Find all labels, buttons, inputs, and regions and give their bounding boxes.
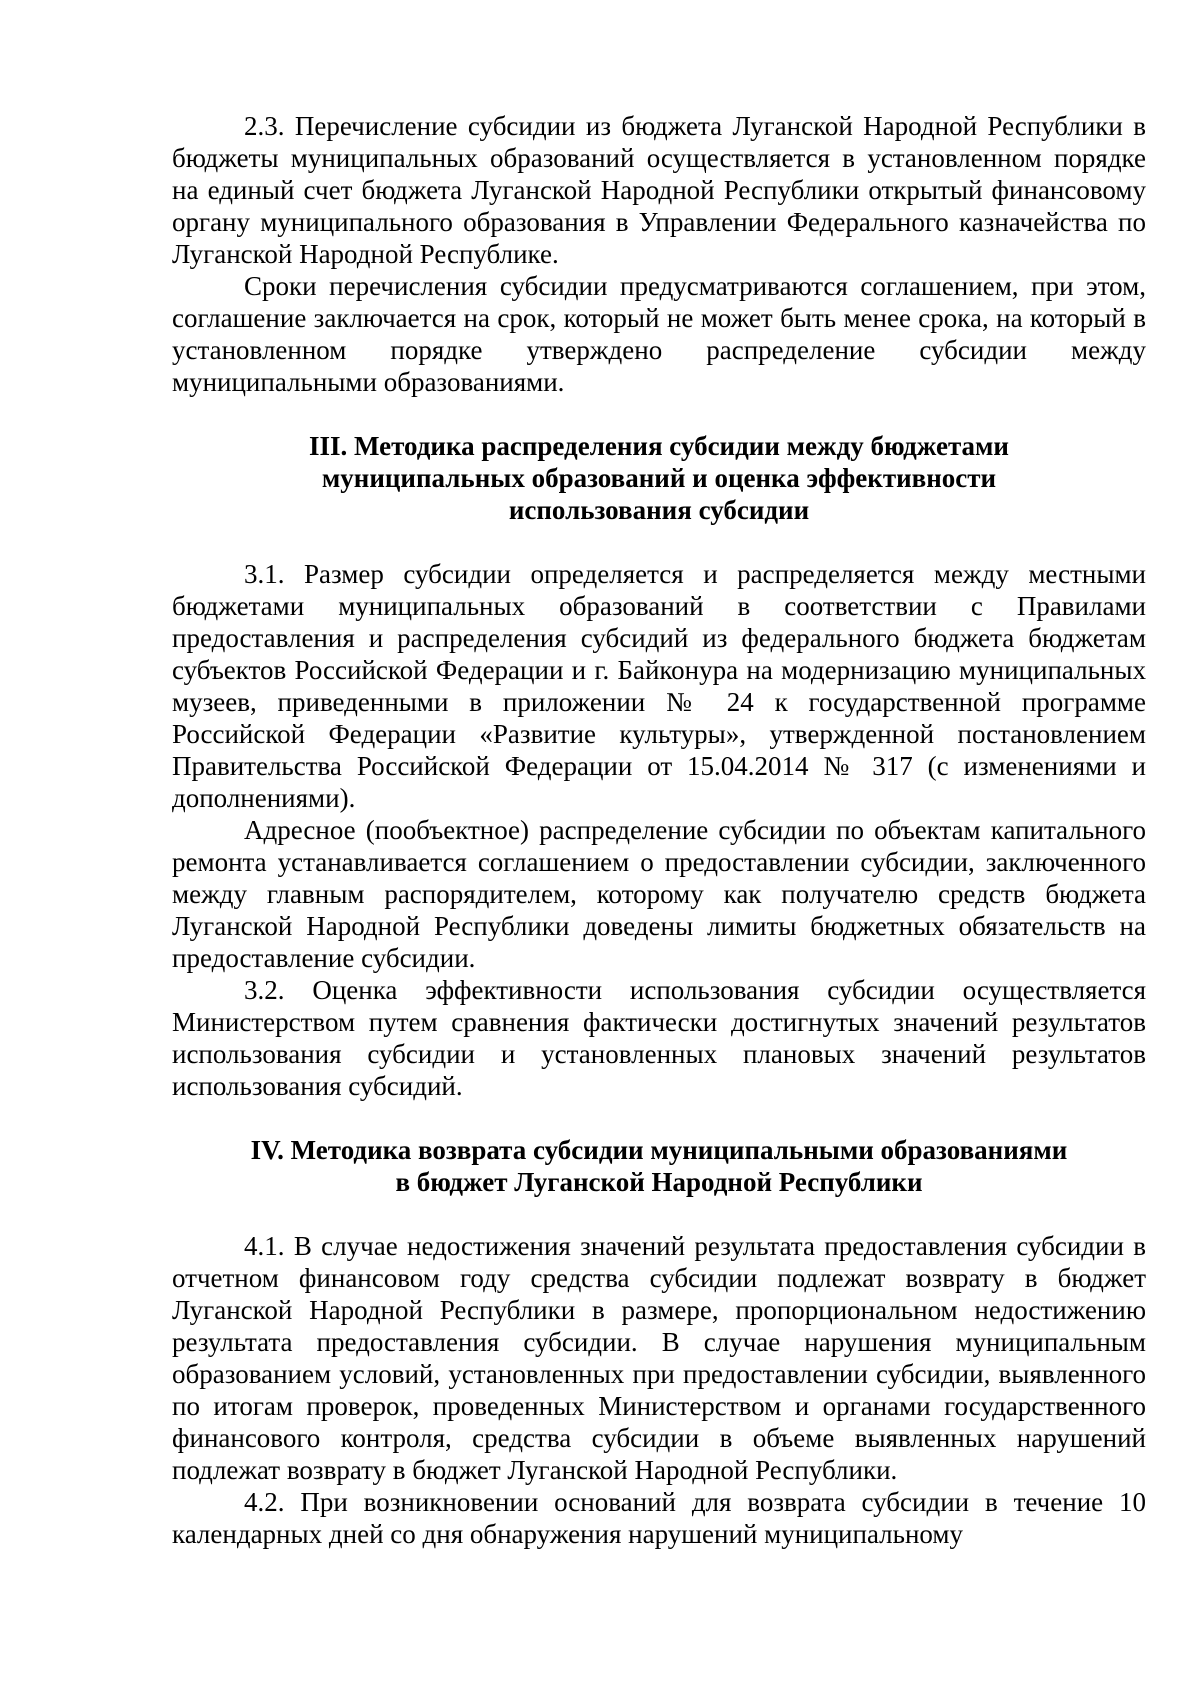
spacer [172, 1198, 1146, 1230]
paragraph-4-2: 4.2. При возникновении оснований для возврата субсидии в течение 10 календарных дней со дня обнаружения нарушений муниципальному [172, 1487, 1146, 1549]
document-page [172, 110, 1146, 1550]
section-4-heading-line: IV. Методика возврата субсидии муниципальными образованиями [250, 1135, 1068, 1165]
spacer [172, 1102, 1146, 1134]
paragraph-3-1: 3.1. Размер субсидии определяется и распределяется между местными бюджетами муниципальных образований в соответствии с Правилами предоставления и распределения субсидий из федерального бюджета бюджетам субъектов Российской Федерации и г. Байконура на модернизацию муниципальных музеев, приведенными в приложении № 24 к государственной программе Российской Федерации «Развитие культуры», утвержденной постановлением Правительства Российской Федерации от 15.04.2014 № 317 (с изменениями и дополнениями). [172, 559, 1146, 813]
section-3-heading-line: муниципальных образований и оценка эффективности [321, 463, 997, 493]
paragraph-transfer-terms: Сроки перечисления субсидии предусматриваются соглашением, при этом, соглашение заключается на срок, который не может быть менее срока, на который в установленном порядке утверждено распределение субсидии между муниципальными образованиями. [172, 271, 1146, 397]
section-4-heading-line: в бюджет Луганской Народной Республики [395, 1167, 923, 1197]
section-4-heading [172, 1134, 1146, 1198]
paragraph-3-2: 3.2. Оценка эффективности использования субсидии осуществляется Министерством путем сравнения фактически достигнутых значений результатов использования субсидии и установленных плановых значений результатов использования субсидий. [172, 975, 1146, 1101]
section-3-heading-line: III. Методика распределения субсидии между бюджетами [308, 431, 1009, 461]
paragraph-4-1: 4.1. В случае недостижения значений результата предоставления субсидии в отчетном финансовом году средства субсидии подлежат возврату в бюджет Луганской Народной Республики в размере, пропорциональном недостижению результата предоставления субсидии. В случае нарушения муниципальным образованием условий, установленных при предоставлении субсидии, выявленного по итогам проверок, проведенных Министерством и органами государственного финансового контроля, средства субсидии в объеме выявленных нарушений подлежат возврату в бюджет Луганской Народной Республики. [172, 1231, 1146, 1485]
paragraph-2-3: 2.3. Перечисление субсидии из бюджета Луганской Народной Республики в бюджеты муниципальных образований осуществляется в установленном порядке на единый счет бюджета Луганской Народной Республики открытый финансовому органу муниципального образования в Управлении Федерального казначейства по Луганской Народной Республике. [172, 111, 1146, 269]
spacer [172, 398, 1146, 430]
section-3-heading [172, 430, 1146, 526]
paragraph-address-distribution: Адресное (пообъектное) распределение субсидии по объектам капитального ремонта устанавливается соглашением о предоставлении субсидии, заключенного между главным распорядителем, которому как получателю средств бюджета Луганской Народной Республики доведены лимиты бюджетных обязательств на предоставление субсидии. [172, 815, 1146, 973]
section-3-heading-line: использования субсидии [508, 495, 810, 525]
spacer [172, 526, 1146, 558]
